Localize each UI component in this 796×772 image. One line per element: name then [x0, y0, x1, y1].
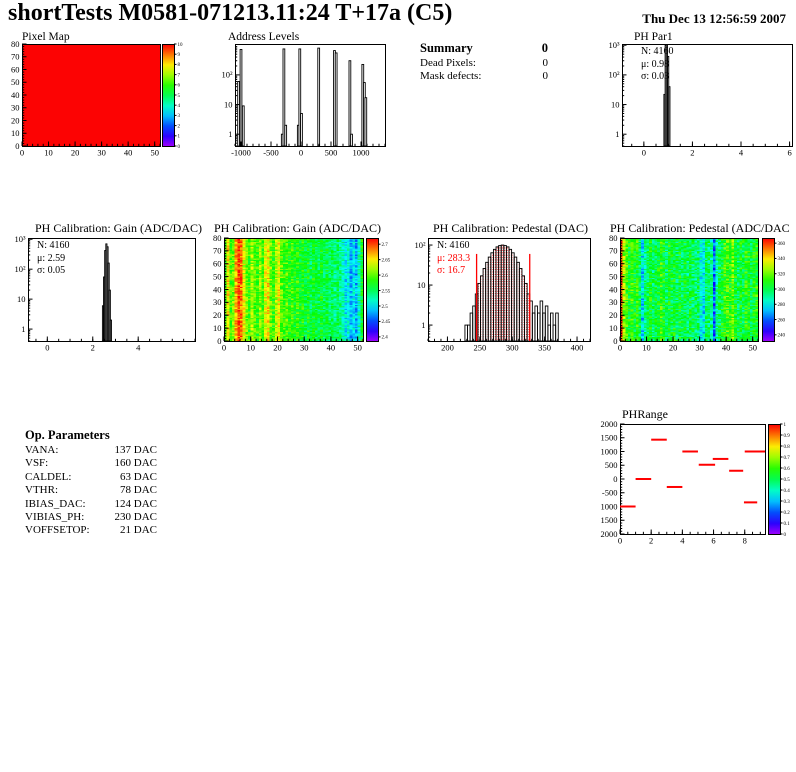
- stat-entries: N: 4160: [37, 240, 70, 251]
- svg-text:2.5: 2.5: [381, 304, 388, 310]
- svg-text:10: 10: [17, 293, 26, 304]
- op-param-row-vibias-ph: [25, 511, 157, 524]
- svg-text:0.7: 0.7: [783, 455, 790, 461]
- svg-text:0: 0: [613, 473, 618, 484]
- row-value: 63 DAC: [120, 470, 157, 483]
- op-param-row-vsf: [25, 457, 157, 470]
- svg-text:2: 2: [90, 342, 95, 353]
- chart-pixel-map: [11, 39, 183, 158]
- svg-text:4: 4: [177, 104, 180, 109]
- svg-text:2000: 2000: [600, 418, 618, 429]
- op-param-row-caldel: [25, 471, 157, 484]
- svg-text:2.6: 2.6: [381, 273, 388, 279]
- stat-entries: N: 4160: [437, 240, 470, 251]
- svg-text:20: 20: [11, 115, 20, 126]
- row-label: CALDEL:: [25, 470, 72, 483]
- svg-text:10: 10: [177, 42, 183, 48]
- svg-text:0: 0: [613, 335, 618, 346]
- svg-text:8: 8: [742, 535, 747, 546]
- svg-text:0.8: 0.8: [783, 444, 790, 450]
- row-label: VOFFSETOP:: [25, 524, 90, 537]
- row-label: VTHR:: [25, 484, 58, 497]
- address-levels-title: Address Levels: [228, 31, 300, 43]
- svg-text:10²: 10²: [414, 239, 426, 250]
- svg-text:2.65: 2.65: [381, 258, 391, 264]
- svg-text:5: 5: [177, 93, 180, 99]
- svg-text:0: 0: [221, 342, 227, 353]
- svg-text:0.2: 0.2: [783, 510, 790, 516]
- svg-text:70: 70: [11, 51, 20, 62]
- timestamp: Thu Dec 13 12:56:59 2007: [642, 11, 786, 26]
- svg-text:0: 0: [617, 535, 623, 546]
- op-parameters-header: [25, 428, 157, 443]
- op-param-row-vana: [25, 444, 157, 457]
- svg-text:2.45: 2.45: [381, 320, 391, 326]
- svg-text:10: 10: [246, 342, 255, 353]
- svg-text:20: 20: [609, 310, 618, 321]
- svg-text:0: 0: [641, 147, 646, 158]
- svg-text:500: 500: [604, 460, 618, 471]
- svg-text:0: 0: [45, 342, 50, 353]
- svg-text:10: 10: [224, 99, 233, 110]
- svg-text:2: 2: [177, 124, 180, 130]
- svg-text:40: 40: [213, 284, 222, 295]
- stat-entries: N: 4160: [641, 46, 674, 57]
- svg-text:0: 0: [617, 342, 623, 353]
- svg-text:80: 80: [11, 38, 20, 49]
- chart-ph-range: [601, 419, 791, 546]
- svg-text:6: 6: [711, 535, 716, 546]
- svg-text:50: 50: [150, 147, 159, 158]
- svg-text:30: 30: [97, 147, 106, 158]
- svg-text:3: 3: [177, 114, 180, 120]
- svg-text:7: 7: [177, 73, 180, 79]
- summary-block: [420, 41, 548, 83]
- op-parameters-block: [25, 428, 157, 538]
- svg-text:1: 1: [421, 319, 426, 330]
- op-param-row-vthr: [25, 484, 157, 497]
- svg-text:-1000: -1000: [231, 147, 251, 158]
- svg-text:10: 10: [44, 147, 53, 158]
- svg-text:10: 10: [609, 322, 618, 333]
- svg-text:20: 20: [70, 147, 80, 158]
- row-label: Dead Pixels:: [420, 57, 476, 69]
- svg-text:1000: 1000: [600, 446, 618, 457]
- svg-text:40: 40: [326, 342, 336, 353]
- svg-text:60: 60: [213, 258, 222, 269]
- row-value: 0: [542, 57, 548, 69]
- stat-sigma: σ: 0.03: [641, 71, 670, 82]
- svg-text:0: 0: [783, 532, 786, 538]
- svg-text:80: 80: [609, 232, 618, 243]
- stat-sigma: σ: 16.7: [437, 265, 466, 276]
- svg-text:50: 50: [213, 271, 222, 282]
- svg-text:1000: 1000: [352, 147, 370, 158]
- svg-text:360: 360: [777, 241, 785, 247]
- svg-text:60: 60: [609, 258, 618, 269]
- svg-text:40: 40: [123, 147, 133, 158]
- svg-text:10: 10: [642, 342, 651, 353]
- chart-ph-par1: [608, 40, 792, 157]
- svg-text:20: 20: [213, 310, 222, 321]
- svg-text:0: 0: [19, 147, 25, 158]
- svg-text:2.7: 2.7: [381, 242, 388, 248]
- svg-text:2.4: 2.4: [381, 335, 388, 341]
- row-label: VANA:: [25, 444, 59, 456]
- stat-mean: μ: 283.3: [437, 252, 471, 264]
- svg-text:30: 30: [11, 102, 20, 113]
- row-value: 230 DAC: [114, 511, 157, 524]
- svg-text:200: 200: [441, 342, 454, 353]
- svg-text:260: 260: [777, 318, 785, 324]
- svg-text:10²: 10²: [14, 263, 26, 274]
- svg-text:4: 4: [136, 342, 141, 353]
- svg-text:-500: -500: [263, 147, 279, 158]
- gain-hist-title: PH Calibration: Gain (ADC/DAC): [35, 221, 202, 235]
- svg-text:320: 320: [777, 272, 785, 278]
- row-label: Mask defects:: [420, 69, 482, 82]
- pedestal-hist-title: PH Calibration: Pedestal (DAC): [433, 221, 588, 235]
- svg-text:50: 50: [609, 271, 618, 282]
- svg-text:4: 4: [738, 147, 744, 158]
- svg-text:40: 40: [609, 284, 618, 295]
- summary-header: [420, 41, 548, 56]
- svg-text:300: 300: [505, 342, 519, 353]
- ph-par1-title: PH Par1: [634, 31, 673, 43]
- svg-text:0.5: 0.5: [783, 477, 790, 483]
- svg-text:9: 9: [177, 53, 180, 58]
- svg-text:10: 10: [11, 128, 20, 139]
- op-parameters-title: Op. Parameters: [25, 428, 110, 442]
- svg-text:20: 20: [668, 342, 678, 353]
- svg-text:8: 8: [177, 63, 180, 69]
- svg-text:6: 6: [177, 83, 180, 89]
- gain-map-title: PH Calibration: Gain (ADC/DAC): [214, 221, 381, 235]
- svg-text:1000: 1000: [600, 501, 618, 512]
- svg-text:20: 20: [273, 342, 282, 353]
- row-value: 160 DAC: [114, 457, 157, 470]
- svg-text:2: 2: [649, 535, 654, 546]
- svg-text:280: 280: [777, 303, 785, 309]
- svg-text:40: 40: [11, 89, 20, 100]
- svg-text:400: 400: [570, 342, 584, 353]
- svg-text:70: 70: [609, 245, 618, 256]
- svg-text:0: 0: [177, 144, 180, 150]
- chart-address-levels: [221, 45, 385, 158]
- svg-text:0: 0: [217, 335, 222, 346]
- svg-text:1: 1: [21, 323, 26, 334]
- svg-text:10³: 10³: [14, 234, 26, 245]
- svg-text:240: 240: [777, 333, 785, 339]
- svg-text:0.9: 0.9: [783, 433, 790, 439]
- page-title: shortTests M0581-071213.11:24 T+17a (C5): [8, 0, 453, 26]
- summary-row-dead-pixels: [420, 57, 548, 70]
- op-param-row-voffsetop: [25, 524, 157, 537]
- svg-text:-500: -500: [601, 487, 618, 498]
- summary-row-mask-defects: [420, 70, 548, 83]
- chart-pedestal-map: [609, 233, 786, 353]
- row-label: VSF:: [25, 457, 49, 470]
- svg-text:250: 250: [473, 342, 487, 353]
- svg-text:340: 340: [777, 257, 785, 263]
- row-value: 21 DAC: [120, 524, 157, 537]
- row-value: 78 DAC: [120, 484, 157, 497]
- row-label: VIBIAS_PH:: [25, 511, 85, 524]
- svg-text:0: 0: [15, 140, 20, 151]
- stat-sigma: σ: 0.05: [37, 265, 66, 276]
- pedestal-map-title: PH Calibration: Pedestal (ADC/DAC: [610, 221, 790, 235]
- stat-mean: μ: 2.59: [37, 252, 66, 264]
- svg-text:2000: 2000: [600, 528, 618, 539]
- pedestal-hist-stats: [437, 240, 470, 278]
- svg-text:0.1: 0.1: [783, 521, 790, 527]
- svg-text:0: 0: [298, 147, 304, 158]
- svg-text:1: 1: [177, 134, 180, 140]
- svg-text:2.55: 2.55: [381, 289, 391, 295]
- svg-text:30: 30: [695, 342, 704, 353]
- svg-text:10: 10: [611, 99, 620, 110]
- chart-gain-map: [213, 233, 391, 353]
- svg-text:60: 60: [11, 64, 20, 75]
- pixel-map-title: Pixel Map: [22, 31, 70, 43]
- summary-title: Summary: [420, 41, 473, 55]
- row-label: IBIAS_DAC:: [25, 497, 86, 510]
- svg-text:50: 50: [748, 342, 757, 353]
- summary-value: 0: [541, 41, 548, 55]
- svg-text:30: 30: [609, 297, 618, 308]
- svg-text:4: 4: [680, 535, 685, 546]
- svg-text:0.6: 0.6: [783, 466, 790, 472]
- svg-text:1: 1: [615, 128, 620, 139]
- svg-text:50: 50: [11, 77, 20, 88]
- op-param-row-ibias-dac: [25, 498, 157, 511]
- row-value: 124 DAC: [114, 497, 157, 510]
- svg-text:1: 1: [783, 422, 786, 428]
- svg-text:70: 70: [213, 245, 222, 256]
- stat-mean: μ: 0.98: [641, 58, 670, 70]
- svg-text:300: 300: [777, 287, 785, 293]
- ph-range-title: PHRange: [622, 407, 668, 421]
- svg-text:10²: 10²: [221, 69, 233, 80]
- svg-text:500: 500: [324, 147, 338, 158]
- svg-text:30: 30: [299, 342, 309, 353]
- svg-text:1500: 1500: [600, 432, 618, 443]
- row-value: 0: [542, 69, 548, 82]
- svg-text:2: 2: [690, 147, 695, 158]
- gain-hist-stats: [37, 240, 70, 278]
- svg-text:6: 6: [787, 147, 792, 158]
- svg-text:30: 30: [213, 297, 222, 308]
- svg-text:40: 40: [721, 342, 731, 353]
- row-value: 137 DAC: [114, 444, 157, 456]
- svg-text:10: 10: [213, 322, 222, 333]
- svg-text:1: 1: [228, 128, 233, 139]
- ph-par1-stats: [641, 46, 674, 84]
- svg-text:10: 10: [417, 279, 426, 290]
- svg-text:0.4: 0.4: [783, 488, 790, 494]
- svg-text:1500: 1500: [600, 515, 618, 526]
- svg-text:10³: 10³: [608, 40, 620, 51]
- svg-text:80: 80: [213, 232, 222, 243]
- svg-text:350: 350: [538, 342, 552, 353]
- svg-text:0.3: 0.3: [783, 499, 790, 505]
- svg-text:10²: 10²: [608, 69, 620, 80]
- svg-text:50: 50: [353, 342, 362, 353]
